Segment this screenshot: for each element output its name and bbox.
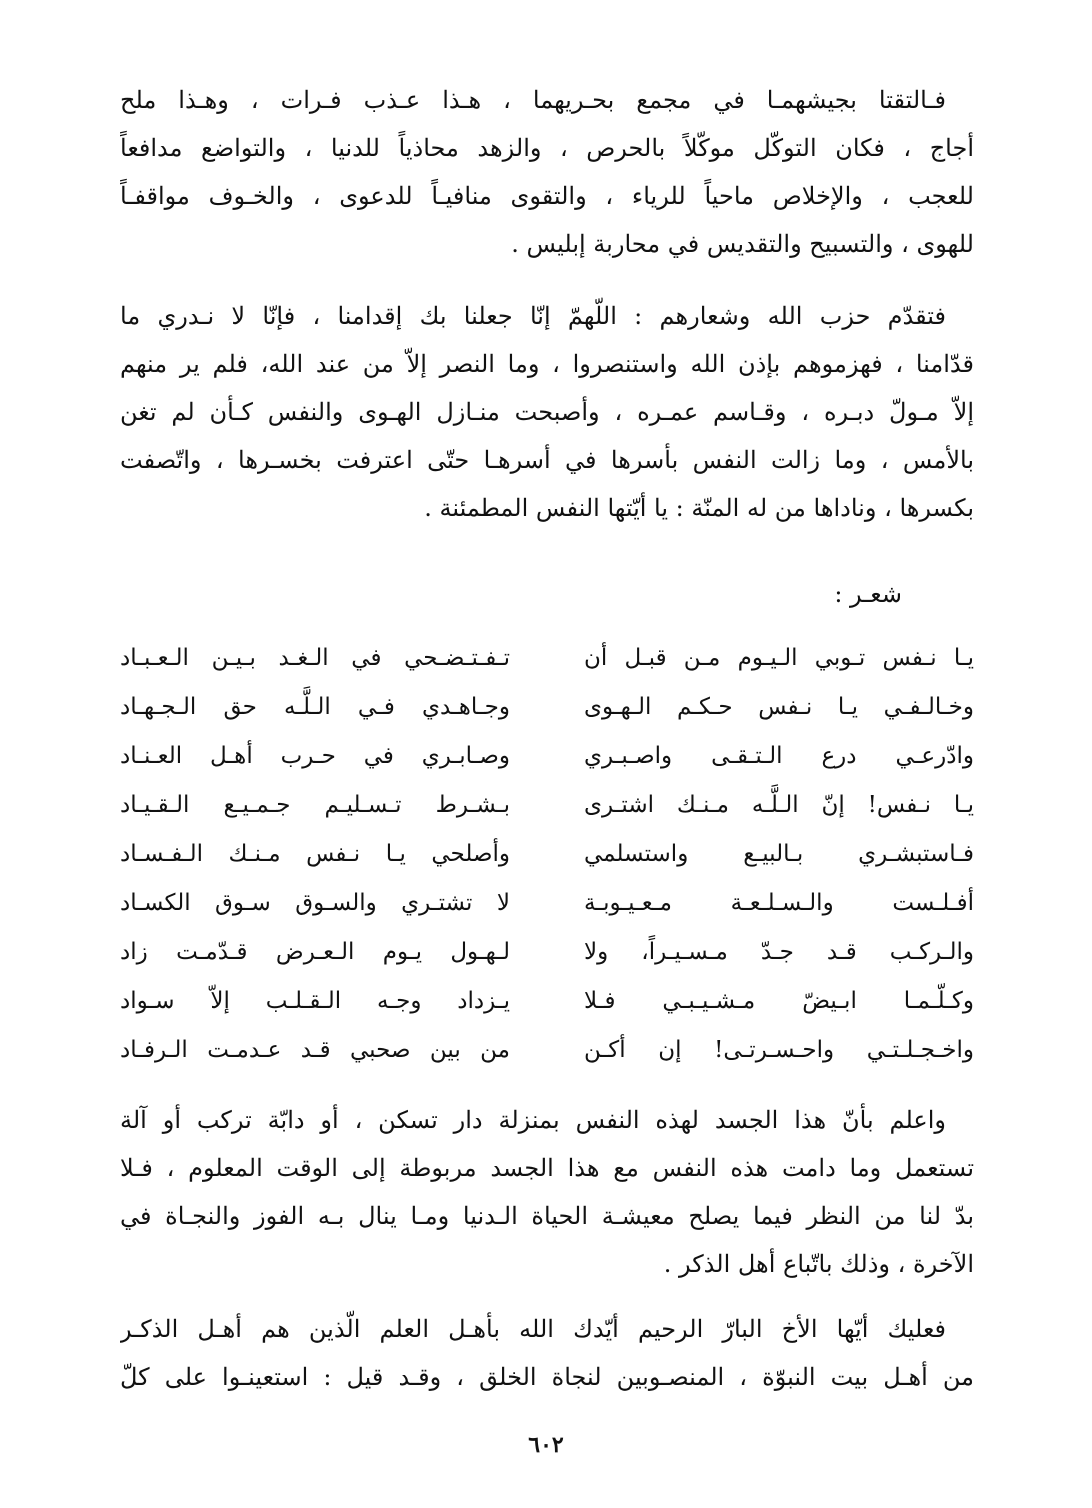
verse-second-hemistich: لا تشتـري والسـوق سـوق الكسـاد	[120, 890, 510, 916]
paragraph-line: واعلم بأنّ هذا الجسد لهذه النفس بمنزلة دار تسكن ، أو دابّة تركب أو آلة	[120, 1106, 946, 1134]
poem-verse	[120, 830, 974, 879]
paragraph-line: بكسرها ، وناداها من له المنّة : يا أيّتها النفس المطمئنة .	[424, 494, 974, 522]
paragraph-line: للهوى ، والتسبيح والتقديس في محاربة إبليس .	[511, 230, 974, 258]
verse-second-hemistich: تـفـتـضـحي في الـغـد بـيـن الـعـبـاد	[120, 645, 510, 671]
paragraph-line: فعليك أيّها الأخ البارّ الرحيم أيّدك الله بأهـل العلم الّذين هم أهـل الذكـر	[120, 1315, 946, 1343]
poem-verse	[120, 634, 974, 683]
verse-first-hemistich: وكـلّـمـا ابـيضّ مـشـيـبـي فـلا	[584, 988, 974, 1014]
verse-second-hemistich: يـزداد وجـه الـقـلـب إلاّ سـواد	[120, 988, 510, 1014]
verse-first-hemistich: يـا نـفس تـوبي الـيـوم مـن قبـل أن	[584, 645, 974, 671]
verse-second-hemistich: وصـابـري في حـرب أهـل العـنـاد	[120, 743, 510, 769]
poem-verse	[120, 1026, 974, 1075]
page-number: ٦٠٢	[528, 1432, 564, 1458]
paragraph-armies-meet	[120, 76, 974, 268]
verse-second-hemistich: وجـاهـدي فـي الـلَّـه حق الـجـهـاد	[120, 694, 510, 720]
poem-verse	[120, 781, 974, 830]
verse-second-hemistich: وأصلحي يـا نـفس مـنـك الـفـسـاد	[120, 841, 510, 867]
verse-gap	[510, 732, 584, 781]
verse-gap	[510, 683, 584, 732]
poem-heading: شعـر :	[834, 580, 902, 608]
poem-verse	[120, 732, 974, 781]
paragraph-line: إلاّ مـولّ دبـره ، وقـاسم عمـره ، وأصبحت منـازل الهـوى والنفس كـأن لم تغن	[120, 398, 974, 426]
verse-first-hemistich: واخـجـلـتـي واحـسـرتـى! إن أكـن	[584, 1037, 974, 1063]
paragraph-line: فـالتقتا بجيشهمـا في مجمع بحـريهما ، هـذا عـذب فـرات ، وهـذا ملح	[120, 86, 946, 114]
verse-gap	[510, 781, 584, 830]
verse-gap	[510, 928, 584, 977]
paragraph-line: تستعمل وما دامت هذه النفس مع هذا الجسد مربوطة إلى الوقت المعلوم ، فـلا	[120, 1154, 974, 1182]
verse-gap	[510, 977, 584, 1026]
verse-gap	[510, 830, 584, 879]
poem-verse	[120, 977, 974, 1026]
paragraph-line: للعجب ، والإخلاص ماحياً للرياء ، والتقوى منافيـاً للدعوى ، والخـوف مواقفـاً	[120, 182, 974, 210]
paragraph-line: بدّ لنا من النظر فيما يصلح معيشـة الحياة الـدنيا ومـا ينال بـه الفوز والنجـاة في	[120, 1202, 974, 1230]
verse-first-hemistich: أفـلـست والـسـلـعـة مـعـيـوبـة	[584, 890, 974, 916]
paragraph-party-advanced	[120, 292, 974, 532]
verse-second-hemistich: من بين صحبي قـد عـدمـت الـرفـاد	[120, 1037, 510, 1063]
poem-verse	[120, 928, 974, 977]
verse-gap	[510, 879, 584, 928]
paragraph-line: بالأمس ، وما زالت النفس بأسرها في أسرهـا حتّى اعترفت بخسـرها ، واتّصفت	[120, 446, 974, 474]
poem-verse	[120, 683, 974, 732]
paragraph-line: من أهـل بيت النبوّة ، المنصـوبين لنجاة الخلق ، وقـد قيل : استعينـوا على كلّ	[120, 1363, 974, 1391]
paragraph-line: قدّامنا ، فهزموهم بإذن الله واستنصروا ، وما النصر إلاّ من عند الله، فلم ير منهم	[120, 350, 974, 378]
paragraph-people-of-remembrance	[120, 1305, 974, 1401]
verse-gap	[510, 634, 584, 683]
verse-second-hemistich: بـشـرط تـسـليـم جـمـيـع الـقـيـاد	[120, 792, 510, 818]
paragraph-line: فتقدّم حزب الله وشعارهم : اللّهمّ إنّا جعلنا بك إقدامنا ، فإنّا لا نـدري ما	[120, 302, 946, 330]
verse-first-hemistich: وادّرعـي درع الـتـقـى واصـبـري	[584, 743, 974, 769]
verse-first-hemistich: فـاستبشـري بـالبيـع واستسلمي	[584, 841, 974, 867]
verse-first-hemistich: والـركـب قـد جـدّ مـسـيـراً، ولا	[584, 939, 974, 965]
paragraph-line: الآخرة ، وذلك باتّباع أهل الذكر .	[663, 1250, 974, 1278]
paragraph-line: أجاج ، فكان التوكّل موكّلاً بالحرص ، والزهد محاذياً للدنيا ، والتواضع مدافعاً	[120, 134, 974, 162]
poem	[120, 634, 974, 1075]
verse-first-hemistich: يـا نـفس! إنّ الـلَّـه مـنـك اشتـرى	[584, 792, 974, 818]
verse-first-hemistich: وخـالـفـي يـا نـفس حـكـم الـهـوى	[584, 694, 974, 720]
verse-second-hemistich: لـهـول يـوم الـعـرض قـدّمـت زاد	[120, 939, 510, 965]
verse-gap	[510, 1026, 584, 1075]
paragraph-body-and-soul	[120, 1096, 974, 1288]
poem-verse	[120, 879, 974, 928]
